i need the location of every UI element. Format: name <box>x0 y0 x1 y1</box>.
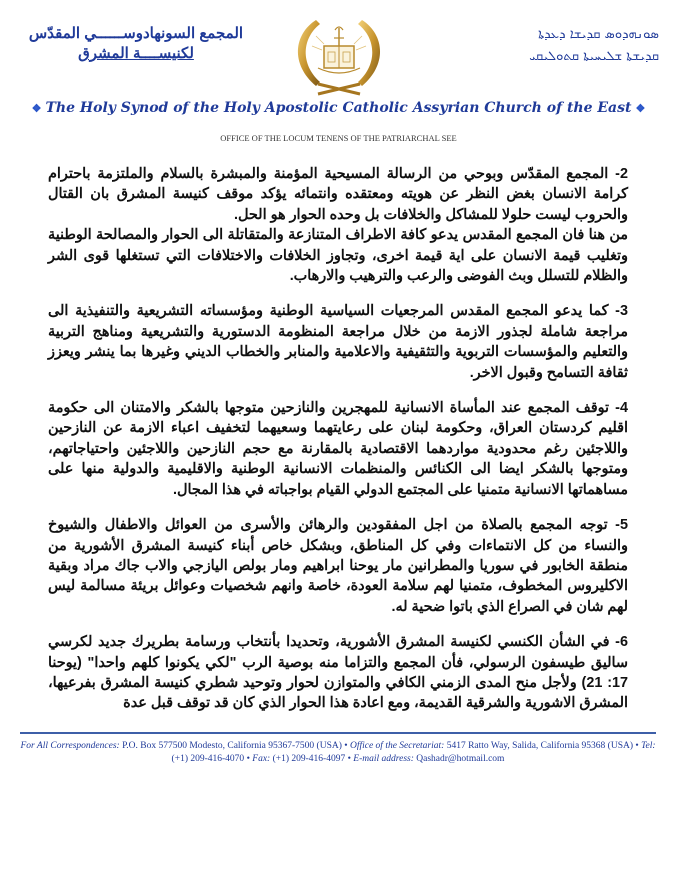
secretariat-label: Office of the Secretariat: <box>349 740 445 751</box>
synod-name-line <box>0 98 677 119</box>
separator-dot: • <box>635 740 639 751</box>
tel-number: (+1) 209-416-4070 <box>171 753 245 764</box>
open-book-icon <box>324 46 354 68</box>
syriac-title-line1: ܣܘܢܗܕܘܣ ܩܕܝܫܐ ܕܥܕܬܐ <box>538 27 659 42</box>
arabic-title-line1: المجمع السونهادوســــــي المقدّس <box>28 25 244 42</box>
email-address-link[interactable]: Qashadr@hotmail.com <box>416 753 505 764</box>
fax-number: (+1) 209-416-4097 <box>272 753 346 764</box>
cross-staff-icon <box>334 27 344 46</box>
paragraph-5: 5- توجه المجمع بالصلاة من اجل المفقودين والرهائن والأسرى من العوائل والاطفال والشيوخ والنساء من كل الانتماءات وفي كل المناطق، وبشكل خاص أبناء كنيسة المشرق الأشورية من منطقة الخابور في سوريا والمطرانين مار يوحنا ابراهيم ومار بولص اليازجي والاب جاك مراد وبقية الاكليروس المخطوف، متمنيا لهم سلامة العودة، خاصة وانهم شخصيات وعوائل بريئة مسالمة ليس لهم شان في الصراع الذي باتوا ضحية له. <box>48 517 628 615</box>
office-subtitle: OFFICE OF THE LOCUM TENENS OF THE PATRIARCHAL SEE <box>220 133 457 143</box>
footer-divider <box>20 732 656 734</box>
synod-name: The Holy Synod of the Holy Apostolic Catholic Assyrian Church of the East <box>45 100 632 116</box>
email-label: E-mail address: <box>353 753 414 764</box>
arabic-title <box>18 14 254 64</box>
arabic-title-line2: لكنيســــة المشرق <box>78 45 194 62</box>
secretariat-address: 5417 Ratto Way, Salida, California 95368 (USA) <box>446 740 634 751</box>
ornament-icon: ❖ <box>31 102 42 115</box>
separator-dot: • <box>246 753 250 764</box>
paragraph-4: 4- توقف المجمع عند المأساة الانسانية للمهجرين والنازحين متوجها بالشكر والامتنان الى حكومة اقليم كردستان العراق، وحكومة لبنان على رعايتهما وسعيهما لتخفيف اعباء الازمة عن النازحين واللاجئين رغم محدودية مواردهما الاقتصادية بالمقارنة مع حجم النازحين واللاجئين واحتياجاتهم، ومتوجها بالشكر ايضا الى الكنائس والمنظمات الانسانية الوطنية والاقليمية والدولية منها على مساهماتها الانسانية متمنيا على المجتمع الدولي القيام بواجباته في هذا المجال. <box>48 400 628 498</box>
syriac-title-line2: ܩܕܝܫܬܐ ܫܠܝܚܝܬܐ ܩܬܘܠܝܩܝ <box>529 49 659 64</box>
fax-label: Fax: <box>252 753 271 764</box>
footer-contact <box>20 740 656 766</box>
paragraph-2: 2- المجمع المقدّس وبوحي من الرسالة المسيحية المؤمنة والمبشرة بالسلام والملتزمة باحترام كرامة الانسان بغض النظر عن هويته ومعتقده وانتمائه يؤكد موقف كنيسة المشرق بان القتال والحروب ليست حلولا للمشاكل والخلافات بل وحده الحوار هو الحل. <box>48 166 628 223</box>
separator-dot: • <box>347 753 351 764</box>
ornament-icon: ❖ <box>635 102 646 115</box>
separator-dot: • <box>344 740 348 751</box>
wreath-book-emblem-icon <box>286 14 392 96</box>
tel-label: Tel: <box>641 740 656 751</box>
letterhead <box>0 0 677 144</box>
paragraph-6: 6- في الشأن الكنسي لكنيسة المشرق الأشورية، وتحديدا بأنتخاب ورسامة بطريرك جديد لكرسي ساليق طيسفون الرسولي، فأن المجمع والتزاما منه بوصية الرب "لكي يكونوا كلهم واحدا" (يوحنا 17: 21) ولأجل منح المدى الزمني الكافي والمتوازن لحوار وتوحيد شطري كنيسة المشرق بفرعيها، المشرق الاشورية والشرقية القديمة، ومع اعادة هذا الحوار الذي كان قد توقف قبل عدة <box>48 634 628 712</box>
paragraph-2-continued: من هنا فان المجمع المقدس يدعو كافة الاطراف المتنازعة والمتقاتلة الى الحوار والمصالحة الوطنية وتغليب قيمة الانسان على اية قيمة اخرى، وتجاوز الخلافات والاختلافات التي تستغلها قوى الشر والظلام للتسلل وبث الفوضى والرعب والترهيب والارهاب. <box>48 227 628 285</box>
correspondence-label: For All Correspondences: <box>20 740 120 751</box>
letter-body <box>48 164 628 714</box>
correspondence-address: P.O. Box 577500 Modesto, California 95367-7500 (USA) <box>122 740 342 751</box>
paragraph-3: 3- كما يدعو المجمع المقدس المرجعيات السياسية الوطنية ومؤسساته التشريعية والتنفيذية الى مراجعة شاملة لجذور الازمة من خلال مراجعة المنظومة الدستورية والتشريعية ومناهج التربية والتعليم والمؤسسات التربوية والتثقيفية والاعلامية والمنابر والخطاب الديني وغيرها بما ينشر ويعزز ثقافة التسامح وقبول الاخر. <box>48 303 628 381</box>
syriac-title <box>423 14 659 68</box>
letterhead-top-row <box>0 14 677 96</box>
